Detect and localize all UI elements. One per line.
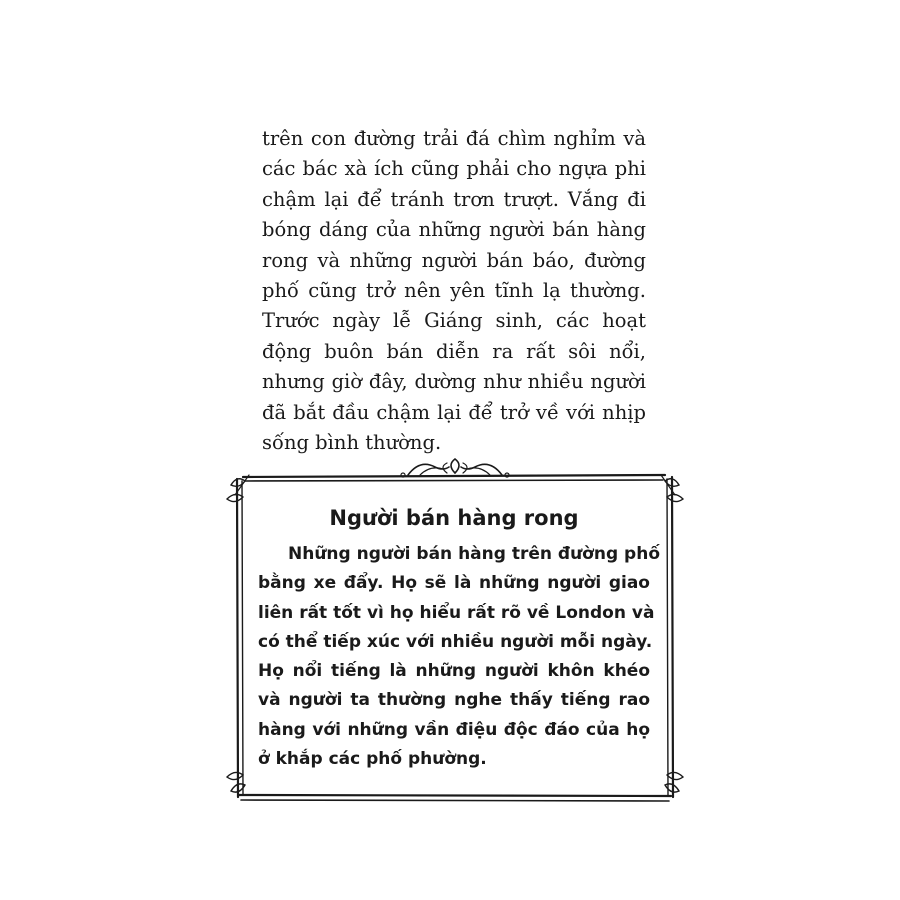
sidebar-line: ở khắp các phố phường. [258, 749, 487, 770]
sidebar-line: và người ta thường nghe thấy tiếng rao [258, 690, 650, 711]
sidebar-text [258, 540, 660, 774]
sidebar-line: Họ nổi tiếng là những người khôn khéo [258, 661, 650, 682]
body-line: chậm lại để tránh trơn trượt. Vắng đi [262, 187, 646, 211]
body-line: sống bình thường. [262, 430, 442, 454]
sidebar-line: có thể tiếp xúc với nhiều người mỗi ngày. [258, 631, 653, 652]
sidebar-title: Người bán hàng rong [329, 506, 579, 530]
sidebar-line: hàng với những vần điệu độc đáo của họ [258, 719, 650, 740]
body-line: các bác xà ích cũng phải cho ngựa phi [262, 157, 646, 181]
body-line: bóng dáng của những người bán hàng [262, 218, 646, 242]
body-line: đã bắt đầu chậm lại để trở về với nhịp [262, 400, 646, 424]
sidebar-line: bằng xe đẩy. Họ sẽ là những người giao [258, 573, 650, 594]
body-line: phố cũng trở nên yên tĩnh lạ thường. [262, 278, 646, 302]
body-paragraph [262, 124, 646, 458]
body-line: trên con đường trải đá chìm nghỉm và [262, 127, 646, 150]
sidebar-line: liên rất tốt vì họ hiểu rất rõ về London và [258, 602, 655, 623]
body-line: động buôn bán diễn ra rất sôi nổi, [262, 339, 646, 363]
body-line: Trước ngày lễ Giáng sinh, các hoạt [262, 309, 646, 333]
body-line: rong và những người bán báo, đường [262, 248, 646, 272]
body-line: nhưng giờ đây, dường như nhiều người [262, 370, 646, 394]
sidebar-line: Những người bán hàng trên đường phố [288, 544, 660, 564]
sidebar-box [258, 500, 660, 774]
